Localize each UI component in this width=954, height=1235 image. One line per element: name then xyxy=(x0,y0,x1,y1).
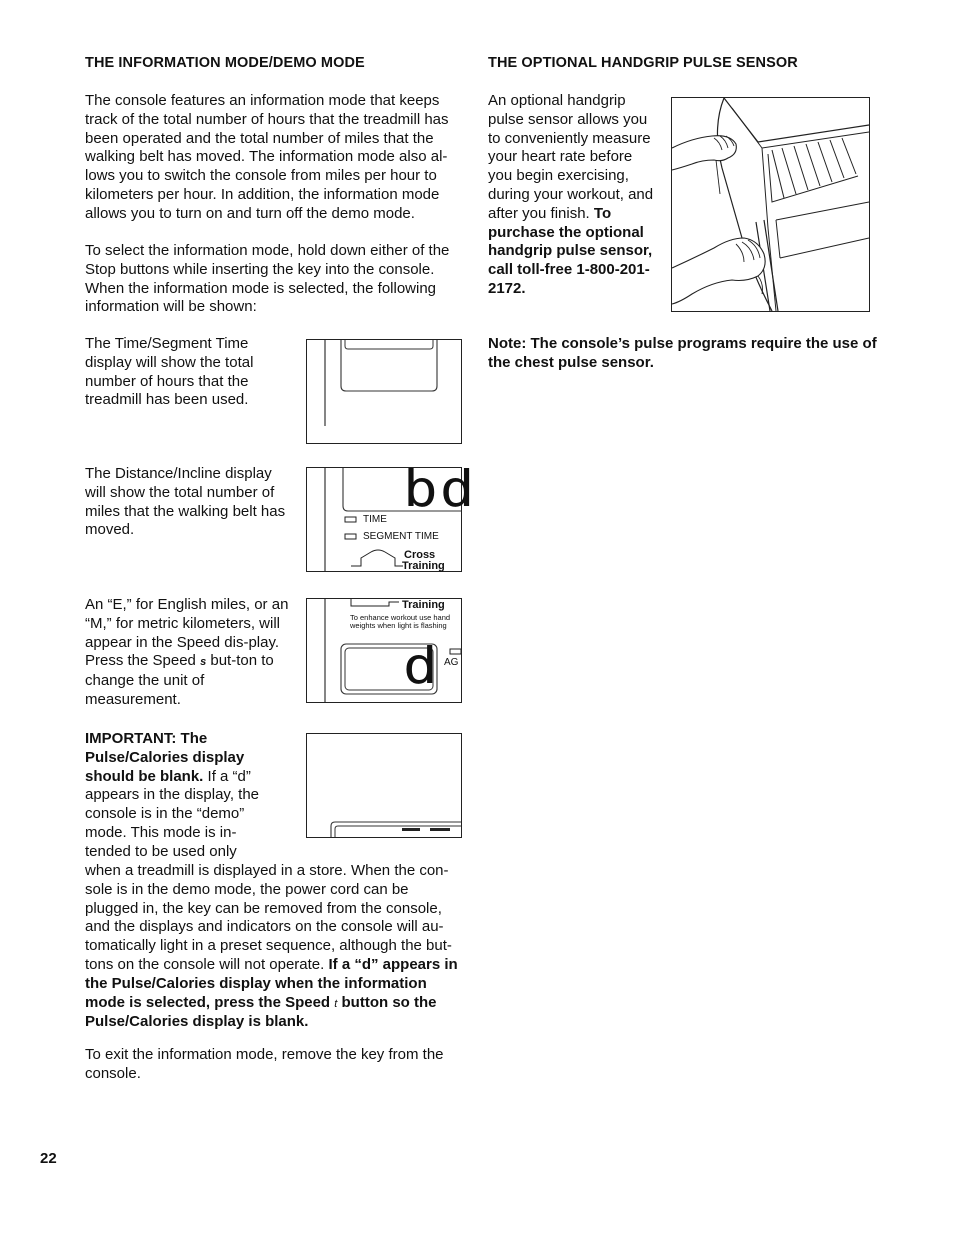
speed-down-button-icon: t xyxy=(334,997,338,1010)
enhance-note-line1: To enhance workout use hand xyxy=(350,613,451,622)
speed-digit-readout: d xyxy=(403,637,438,695)
speed-button-icon: s xyxy=(200,656,207,669)
handgrip-purchase-text: To purchase the optional handgrip pulse sensor, call toll-free 1-800-201-2172. xyxy=(488,204,653,297)
section-heading-handgrip-sensor: THE OPTIONAL HANDGRIP PULSE SENSOR xyxy=(488,55,798,71)
cross-training-label-line2: Training xyxy=(402,560,445,572)
speed-display-paragraph xyxy=(85,596,290,710)
distance-digits-readout: bd xyxy=(403,460,477,518)
time-display-paragraph: The Time/Segment Time display will show the total number of hours that the treadmill has been used. xyxy=(85,335,254,409)
important-bold-text: IMPORTANT: The Pulse/Calories display should be blank. xyxy=(85,730,245,785)
handgrip-body-text: An optional handgrip pulse sensor allows you to conveniently measure your heart rate before you begin exercising, during your workout, and after you finish. xyxy=(488,92,654,222)
pulse-calories-display-figure xyxy=(306,733,462,838)
chest-sensor-note: Note: The console’s pulse programs require the use of the chest pulse sensor. xyxy=(488,335,877,371)
speed-display-figure xyxy=(306,598,462,703)
page-number: 22 xyxy=(40,1150,57,1167)
training-label: Training xyxy=(402,599,445,611)
important-text: If a “d” appears in the display, the console is in the “demo” mode. This mode is in-tended to be used only xyxy=(85,767,260,860)
demo-text: when a treadmill is displayed in a store. When the con-sole is in the demo mode, the power cord can be plugged in, the key can be removed from the console, and the displays and indicators on the console will au-tomatically light in a preset sequence, although the but-tons on the console will not operate. xyxy=(85,862,452,973)
select-paragraph: To select the information mode, hold down either of the Stop buttons while inserting the key into the console. When the information mode is selected, the following information will be shown: xyxy=(85,242,450,316)
time-display-figure xyxy=(306,339,462,444)
age-indicator-label: AG xyxy=(444,657,459,668)
demo-paragraph xyxy=(85,862,465,1032)
intro-paragraph: The console features an information mode that keeps track of the total number of hours that the treadmill has been operated and the total number of miles that the walking belt has moved. The information mode also al-lows you to switch the console from miles per hour to kilometers per hour. In addition, the information mode allows you to turn on and turn off the demo mode. xyxy=(85,92,449,222)
demo-bold-text-end: button so the Pulse/Calories display is blank. xyxy=(85,993,437,1031)
cross-training-label-line1: Cross xyxy=(404,549,436,561)
distance-display-figure xyxy=(306,460,477,572)
important-paragraph xyxy=(85,730,271,862)
enhance-note-line2: weights when light is flashing xyxy=(350,621,447,630)
speed-text-start: An “E,” for English miles, or an “M,” for metric kilometers, will appear in the Speed dis-play. Press the Speed xyxy=(85,596,289,670)
demo-bold-text-start: If a “d” appears in the Pulse/Calories display when the information mode is selected, press the Speed xyxy=(85,955,458,1011)
section-heading-information-mode: THE INFORMATION MODE/DEMO MODE xyxy=(85,55,365,71)
exit-paragraph: To exit the information mode, remove the key from the console. xyxy=(85,1046,444,1082)
handgrip-sensor-illustration xyxy=(671,97,870,312)
speed-text-end: but-ton to change the unit of measurement. xyxy=(85,652,274,708)
segment-time-indicator-label: SEGMENT TIME xyxy=(363,531,439,542)
time-indicator-label: TIME xyxy=(363,514,387,525)
handgrip-paragraph xyxy=(488,92,658,299)
distance-display-paragraph: The Distance/Incline display will show the total number of miles that the walking belt has moved. xyxy=(85,465,286,539)
